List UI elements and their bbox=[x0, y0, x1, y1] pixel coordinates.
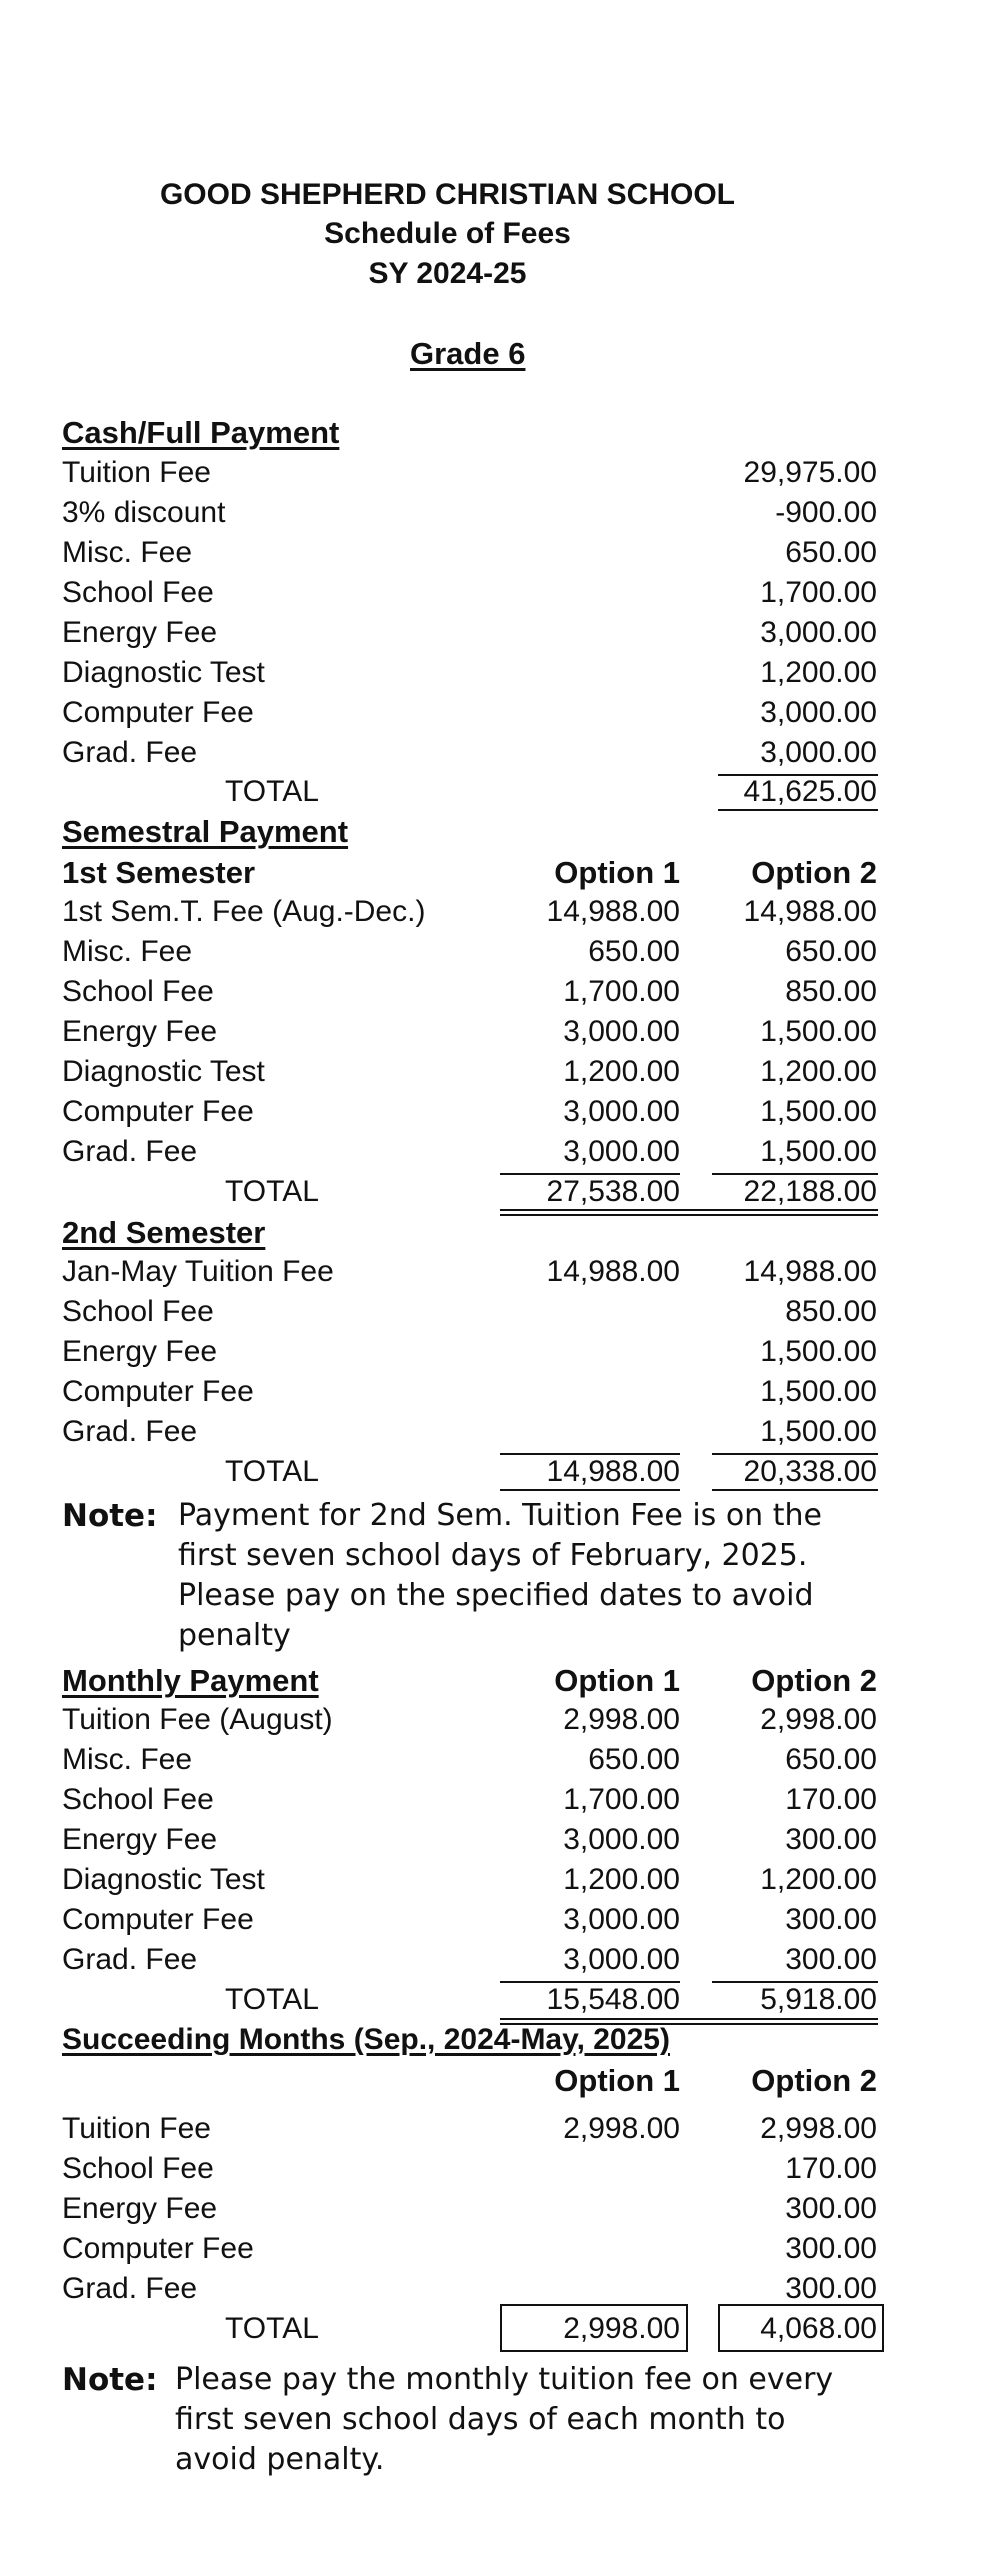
monthly-option2-header: Option 2 bbox=[751, 1663, 877, 1698]
cash-row-value: 1,700.00 bbox=[760, 576, 877, 609]
monthly-note-line: Please pay the monthly tuition fee on every bbox=[175, 2362, 834, 2397]
succeeding-row-label: School Fee bbox=[62, 2152, 214, 2185]
first-sem-row-label: Misc. Fee bbox=[62, 935, 193, 968]
monthly-note-label: Note: bbox=[62, 2362, 158, 2398]
second-sem-row-label: Computer Fee bbox=[62, 1375, 254, 1408]
monthly-row-label: Diagnostic Test bbox=[62, 1863, 265, 1896]
school-year: SY 2024-25 bbox=[368, 257, 527, 290]
semestral-note-label: Note: bbox=[62, 1498, 158, 1534]
first-sem-option1-header: Option 1 bbox=[554, 855, 680, 890]
cash-total-value: 41,625.00 bbox=[743, 775, 877, 808]
second-sem-row-label: Energy Fee bbox=[62, 1335, 218, 1368]
first-sem-row-option1: 3,000.00 bbox=[563, 1135, 680, 1168]
cash-row-value: -900.00 bbox=[775, 496, 877, 529]
cash-row-value: 3,000.00 bbox=[760, 616, 877, 649]
succeeding-row-label: Grad. Fee bbox=[62, 2272, 198, 2305]
succeeding-option2-header: Option 2 bbox=[751, 2063, 877, 2098]
monthly-payment-heading: Monthly Payment bbox=[62, 1663, 319, 1698]
second-semester-heading: 2nd Semester bbox=[62, 1215, 266, 1250]
monthly-row-option1: 3,000.00 bbox=[563, 1943, 680, 1976]
school-name: GOOD SHEPHERD CHRISTIAN SCHOOL bbox=[159, 178, 736, 211]
grade-label: Grade 6 bbox=[410, 336, 526, 371]
succeeding-total-option1: 2,998.00 bbox=[563, 2312, 680, 2345]
first-sem-row-option1: 1,200.00 bbox=[563, 1055, 680, 1088]
first-sem-row-option1: 1,700.00 bbox=[563, 975, 680, 1008]
monthly-row-label: Energy Fee bbox=[62, 1823, 218, 1856]
succeeding-row-option2: 2,998.00 bbox=[760, 2112, 877, 2145]
semestral-note-line: first seven school days of February, 2025. bbox=[178, 1538, 808, 1573]
monthly-row-option2: 1,200.00 bbox=[760, 1863, 877, 1896]
monthly-row-option2: 300.00 bbox=[785, 1903, 877, 1936]
succeeding-total-option2: 4,068.00 bbox=[760, 2312, 877, 2345]
cash-row-label: Energy Fee bbox=[62, 616, 218, 649]
monthly-total-option2: 5,918.00 bbox=[760, 1983, 877, 2016]
first-sem-row-label: Grad. Fee bbox=[62, 1135, 198, 1168]
first-sem-row-label: Energy Fee bbox=[62, 1015, 218, 1048]
second-sem-total-label: TOTAL bbox=[225, 1455, 319, 1488]
first-sem-row-option2: 1,500.00 bbox=[760, 1015, 877, 1048]
monthly-note-line: first seven school days of each month to bbox=[175, 2402, 786, 2437]
second-sem-row-label: School Fee bbox=[62, 1295, 214, 1328]
succeeding-row-option1: 2,998.00 bbox=[563, 2112, 680, 2145]
cash-row-label: Tuition Fee bbox=[62, 456, 211, 489]
document-title: Schedule of Fees bbox=[324, 217, 571, 250]
succeeding-row-option2: 300.00 bbox=[785, 2192, 877, 2225]
cash-row-label: Computer Fee bbox=[62, 696, 254, 729]
cash-row-label: 3% discount bbox=[62, 496, 226, 529]
first-sem-total-option2: 22,188.00 bbox=[743, 1175, 877, 1208]
second-sem-row-option2: 14,988.00 bbox=[743, 1255, 877, 1288]
monthly-row-label: Grad. Fee bbox=[62, 1943, 198, 1976]
second-sem-row-option2: 1,500.00 bbox=[760, 1415, 877, 1448]
cash-total-label: TOTAL bbox=[225, 775, 319, 808]
cash-total-rule-bottom bbox=[718, 809, 878, 811]
semestral-note-line: Please pay on the specified dates to avoid bbox=[178, 1578, 814, 1613]
succeeding-months-heading: Succeeding Months (Sep., 2024-May, 2025) bbox=[62, 2023, 670, 2056]
monthly-row-option1: 1,700.00 bbox=[563, 1783, 680, 1816]
second-sem-row-label: Grad. Fee bbox=[62, 1415, 198, 1448]
monthly-total-label: TOTAL bbox=[225, 1983, 319, 2016]
monthly-note-line: avoid penalty. bbox=[175, 2442, 385, 2477]
first-sem-row-option2: 1,500.00 bbox=[760, 1095, 877, 1128]
first-semester-heading: 1st Semester bbox=[62, 855, 256, 890]
monthly-row-label: Tuition Fee (August) bbox=[62, 1703, 333, 1736]
succeeding-row-option2: 300.00 bbox=[785, 2232, 877, 2265]
monthly-row-option1: 2,998.00 bbox=[563, 1703, 680, 1736]
succeeding-row-label: Energy Fee bbox=[62, 2192, 218, 2225]
first-sem-row-option1: 650.00 bbox=[588, 935, 680, 968]
monthly-row-option2: 2,998.00 bbox=[760, 1703, 877, 1736]
second-sem-total-option1: 14,988.00 bbox=[546, 1455, 680, 1488]
first-sem-row-option2: 650.00 bbox=[785, 935, 877, 968]
first-sem-row-option2: 1,200.00 bbox=[760, 1055, 877, 1088]
first-sem-row-option2: 850.00 bbox=[785, 975, 877, 1008]
second-sem-total1-rule-bottom bbox=[500, 1489, 680, 1491]
monthly-row-label: Computer Fee bbox=[62, 1903, 254, 1936]
semestral-payment-heading: Semestral Payment bbox=[62, 814, 349, 849]
second-sem-row-option1: 14,988.00 bbox=[546, 1255, 680, 1288]
semestral-note-line: penalty bbox=[178, 1618, 291, 1653]
first-sem-row-option2: 14,988.00 bbox=[743, 895, 877, 928]
monthly-row-option2: 170.00 bbox=[785, 1783, 877, 1816]
succeeding-row-option2: 170.00 bbox=[785, 2152, 877, 2185]
succeeding-option1-header: Option 1 bbox=[554, 2063, 680, 2098]
second-sem-total-option2: 20,338.00 bbox=[743, 1455, 877, 1488]
first-sem-row-option2: 1,500.00 bbox=[760, 1135, 877, 1168]
second-sem-total2-rule-bottom bbox=[712, 1489, 878, 1491]
monthly-row-label: Misc. Fee bbox=[62, 1743, 193, 1776]
cash-row-value: 1,200.00 bbox=[760, 656, 877, 689]
first-sem-row-option1: 3,000.00 bbox=[563, 1015, 680, 1048]
monthly-row-option2: 650.00 bbox=[785, 1743, 877, 1776]
cash-row-label: Misc. Fee bbox=[62, 536, 193, 569]
cash-row-value: 3,000.00 bbox=[760, 736, 877, 769]
monthly-row-option1: 650.00 bbox=[588, 1743, 680, 1776]
second-sem-row-option2: 850.00 bbox=[785, 1295, 877, 1328]
second-sem-row-option2: 1,500.00 bbox=[760, 1375, 877, 1408]
monthly-row-option1: 1,200.00 bbox=[563, 1863, 680, 1896]
cash-row-label: School Fee bbox=[62, 576, 214, 609]
first-sem-row-label: Diagnostic Test bbox=[62, 1055, 265, 1088]
cash-row-value: 29,975.00 bbox=[743, 456, 877, 489]
first-sem-double-rule-2 bbox=[500, 1214, 878, 1216]
monthly-row-label: School Fee bbox=[62, 1783, 214, 1816]
monthly-row-option2: 300.00 bbox=[785, 1823, 877, 1856]
first-sem-double-rule-1 bbox=[500, 1209, 878, 1211]
succeeding-row-option2: 300.00 bbox=[785, 2272, 877, 2305]
succeeding-row-label: Computer Fee bbox=[62, 2232, 254, 2265]
semestral-note-line: Payment for 2nd Sem. Tuition Fee is on the bbox=[178, 1498, 822, 1533]
first-sem-row-label: School Fee bbox=[62, 975, 214, 1008]
first-sem-row-option1: 14,988.00 bbox=[546, 895, 680, 928]
monthly-row-option1: 3,000.00 bbox=[563, 1903, 680, 1936]
monthly-total-option1: 15,548.00 bbox=[546, 1983, 680, 2016]
monthly-double-rule-1 bbox=[500, 2018, 878, 2020]
first-sem-row-label: Computer Fee bbox=[62, 1095, 254, 1128]
cash-row-value: 3,000.00 bbox=[760, 696, 877, 729]
cash-row-label: Diagnostic Test bbox=[62, 656, 265, 689]
second-sem-row-label: Jan-May Tuition Fee bbox=[62, 1255, 334, 1288]
succeeding-row-label: Tuition Fee bbox=[62, 2112, 211, 2145]
cash-row-label: Grad. Fee bbox=[62, 736, 198, 769]
monthly-row-option1: 3,000.00 bbox=[563, 1823, 680, 1856]
monthly-option1-header: Option 1 bbox=[554, 1663, 680, 1698]
succeeding-total-label: TOTAL bbox=[225, 2312, 319, 2345]
first-sem-row-label: 1st Sem.T. Fee (Aug.-Dec.) bbox=[62, 895, 426, 928]
first-sem-total-option1: 27,538.00 bbox=[546, 1175, 680, 1208]
first-sem-option2-header: Option 2 bbox=[751, 855, 877, 890]
monthly-row-option2: 300.00 bbox=[785, 1943, 877, 1976]
cash-row-value: 650.00 bbox=[785, 536, 877, 569]
first-sem-row-option1: 3,000.00 bbox=[563, 1095, 680, 1128]
first-sem-total-label: TOTAL bbox=[225, 1175, 319, 1208]
second-sem-row-option2: 1,500.00 bbox=[760, 1335, 877, 1368]
cash-payment-heading: Cash/Full Payment bbox=[62, 415, 340, 450]
